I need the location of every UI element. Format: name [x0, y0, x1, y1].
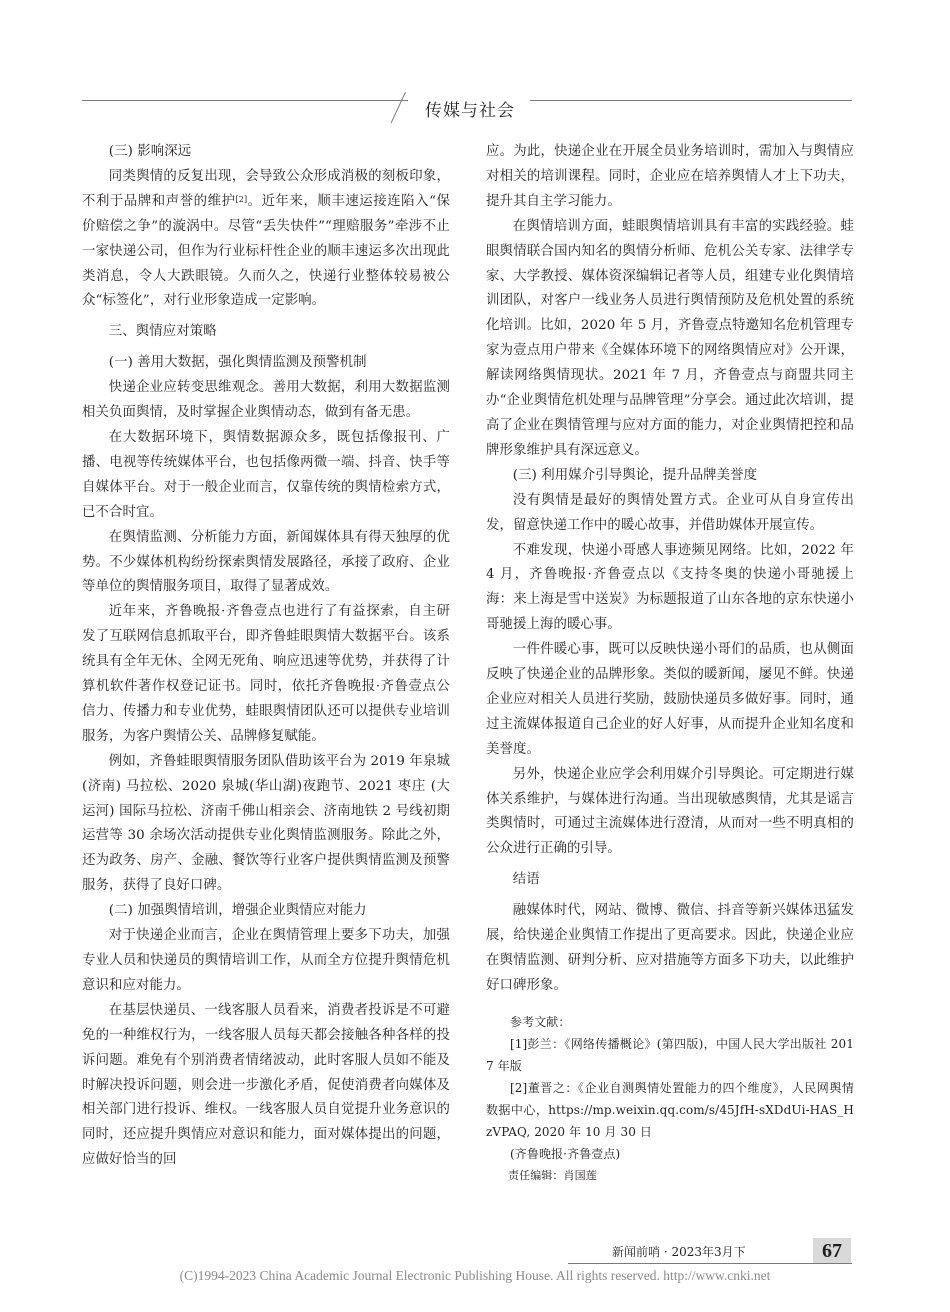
paragraph	[82, 924, 450, 999]
paragraph-text-tail: 。近年来，顺丰速运接连陷入“保价赔偿之争”的漩涡中。尽管“丢失快件”“理赔服务”牵涉不止一家快递公司，但作为行业标杆性企业的顺丰速运多次出现此类消息，令人大跌眼镜。久而久之，快递行业整体较易被公众“标签化”，对行业形象造成一定影响。	[82, 193, 450, 309]
footer-rule	[568, 1263, 852, 1264]
subsection-heading: (三) 利用媒介引导舆论，提升品牌美誉度	[512, 467, 758, 483]
paragraph	[82, 526, 450, 601]
header-rule-right	[530, 100, 852, 101]
header-rule-slash	[391, 92, 406, 123]
section-heading: 结语	[512, 872, 540, 888]
paragraph-text: 不难发现，快递小哥感人事迹频见网络。比如，2022 年 4 月，齐鲁晚报·齐鲁壹点以《支持冬奥的快递小哥驰援上海：来上海是雪中送炭》为标题报道了山东各地的京东快递小哥驰援上海的暖心事。	[486, 542, 854, 633]
paragraph-text: 融媒体时代，网站、微博、微信、抖音等新兴媒体迅猛发展，给快递企业舆情工作提出了更高要求。因此，快递企业应在舆情监测、研判分析、应对措施等方面多下功夫，以此维护好口碑形象。	[486, 903, 854, 993]
paragraph-text: 在基层快递员、一线客服人员看来，消费者投诉是不可避免的一种维权行为，一线客服人员每天都会接触各种各样的投诉问题。难免有个别消费者情绪波动，此时客服人员如不能及时解决投诉问题，则会进一步激化矛盾，促使消费者向媒体及相关部门进行投诉、维权。一线客服人员自觉提升业务意识的同时，还应提升舆情应对意识和能力，面对媒体提出的问题，应做好恰当的回	[82, 1002, 450, 1168]
section-header-title: 传媒与社会	[425, 101, 515, 121]
references-title: 参考文献：	[510, 1014, 571, 1029]
subsection-heading: (一) 善用大数据，强化舆情监测及预警机制	[108, 355, 367, 371]
paragraph-text: 近年来，齐鲁晚报·齐鲁壹点也进行了有益探索，自主研发了互联网信息抓取平台，即齐鲁蛙眼舆情大数据平台。该系统具有全年无休、全网无死角、响应迅速等优势，并获得了计算机软件著作权登记证书。同时，依托齐鲁晚报·齐鲁壹点公信力、传播力和专业优势，蛙眼舆情团队还可以提供专业培训服务，为客户舆情公关、品牌修复赋能。	[82, 604, 450, 744]
paragraph-text: 在舆情培训方面，蛙眼舆情培训具有丰富的实践经验。蛙眼舆情联合国内知名的舆情分析师、危机公关专家、法律学专家、大学教授、媒体资深编辑记者等人员，组建专业化舆情培训团队，对客户一线业务人员进行舆情预防及危机处置的系统化培训。比如，2020 年 5 月，齐鲁壹点特邀知名危机管理专家为壹点用户带来《全媒体环境下的网络舆情应对》公开课，解读网络舆情现状。2021 年 7 月，齐鲁壹点与商盟共同主办“企业舆情危机处理与品牌管理”分享会。通过此次培训，提高了企业在舆情管理与应对方面的能力，对企业舆情把控和品牌形象维护具有深远意义。	[486, 218, 854, 458]
paragraph	[486, 489, 854, 539]
paragraph-text: 在大数据环境下，舆情数据源众多，既包括像报刊、广播、电视等传统媒体平台，也包括像两微一端、抖音、快手等自媒体平台。对于一般企业而言，仅靠传统的舆情检索方式，已不合时宜。	[82, 429, 450, 520]
citation-marker: [2]	[235, 194, 248, 204]
paragraph	[82, 600, 450, 749]
section-heading: 三、舆情应对策略	[108, 324, 217, 340]
paragraph-text: 没有舆情是最好的舆情处置方式。企业可从自身宣传出发，留意快递工作中的暖心故事，并借助媒体开展宣传。	[486, 492, 854, 533]
header-rule-left	[82, 100, 408, 101]
page-number: 67	[813, 1238, 851, 1264]
references	[486, 1011, 854, 1143]
paragraph	[82, 750, 450, 899]
paragraph	[486, 215, 854, 464]
paragraph	[486, 638, 854, 763]
paragraph	[82, 999, 450, 1173]
responsible-editor: 责任编辑：肖国莲	[508, 1168, 597, 1182]
paragraph-text: 对于快递企业而言，企业在舆情管理上要多下功夫，加强专业人员和快递员的舆情培训工作，从而全方位提升舆情危机意识和应对能力。	[82, 928, 450, 993]
journal-issue: 新闻前哨 · 2023年3月下	[612, 1245, 746, 1259]
paragraph	[486, 763, 854, 863]
paragraph	[486, 539, 854, 639]
right-column-body	[486, 140, 854, 999]
right-column	[486, 140, 854, 1187]
copyright-notice: (C)1994-2023 China Academic Journal Electronic Publishing House. All rights reserved. http://www.cnki.net	[179, 1268, 771, 1283]
paragraph	[82, 376, 450, 426]
reference-item-2: [2]董晋之：《企业自测舆情处置能力的四个维度》，人民网舆情数据中心，https://mp.weixin.qq.com/s/45JfH-sXDdUi-HAS_HzVPAQ, 2020 年 10 月 30 日	[486, 1080, 854, 1139]
subsection-heading: (三) 影响深远	[108, 144, 192, 159]
subsection-heading: (二) 加强舆情培训，增强企业舆情应对能力	[108, 903, 367, 919]
paragraph-text: 在舆情监测、分析能力方面，新闻媒体具有得天独厚的优势。不少媒体机构纷纷探索舆情发展路径，承接了政府、企业等单位的舆情服务项目，取得了显著成效。	[82, 529, 450, 595]
paragraph-text: 一件件暖心事，既可以反映快递小哥们的品质，也从侧面反映了快递企业的品牌形象。类似的暖新闻，屡见不鲜。快递企业应对相关人员进行奖励，鼓励快递员多做好事。同时，通过主流媒体报道自己企业的好人好事，从而提升企业知名度和美誉度。	[486, 642, 854, 757]
left-column	[82, 140, 450, 1173]
paragraph	[486, 140, 854, 215]
article-source: (齐鲁晚报·齐鲁壹点)	[510, 1146, 621, 1161]
reference-item-1: [1]彭兰：《网络传播概论》(第四版)，中国人民大学出版社 2017 年版	[486, 1036, 854, 1073]
paragraph	[486, 899, 854, 999]
paragraph-text: 另外，快递企业应学会利用媒介引导舆论。可定期进行媒体关系维护，与媒体进行沟通。当出现敏感舆情，尤其是谣言类舆情时，可通过主流媒体进行澄清，从而对一些不明真相的公众进行正确的引导。	[486, 766, 854, 857]
paragraph-text: 应。为此，快递企业在开展全员业务培训时，需加入与舆情应对相关的培训课程。同时，企业应在培养舆情人才上下功夫，提升其自主学习能力。	[486, 144, 854, 209]
paragraph-text: 快递企业应转变思维观念。善用大数据，利用大数据监测相关负面舆情，及时掌握企业舆情动态，做到有备无患。	[82, 380, 450, 421]
paragraph	[82, 165, 450, 314]
paragraph-text: 同类舆情的反复出现，会导致公众形成消极的刻板印象，不利于品牌和声誉的维护	[82, 168, 450, 209]
paragraph	[82, 426, 450, 526]
paragraph-text: 例如，齐鲁蛙眼舆情服务团队借助该平台为 2019 年泉城 (济南) 马拉松、2020 泉城(华山湖)夜跑节、2021 枣庄 (大运河) 国际马拉松、济南千佛山相亲会、济南地铁 2 号线初期运营等 30 余场次活动提供专业化舆情监测服务。除此之外，还为政务、房产、金融、餐饮等行业客户提供舆情监测及预警服务，获得了良好口碑。	[82, 753, 450, 894]
